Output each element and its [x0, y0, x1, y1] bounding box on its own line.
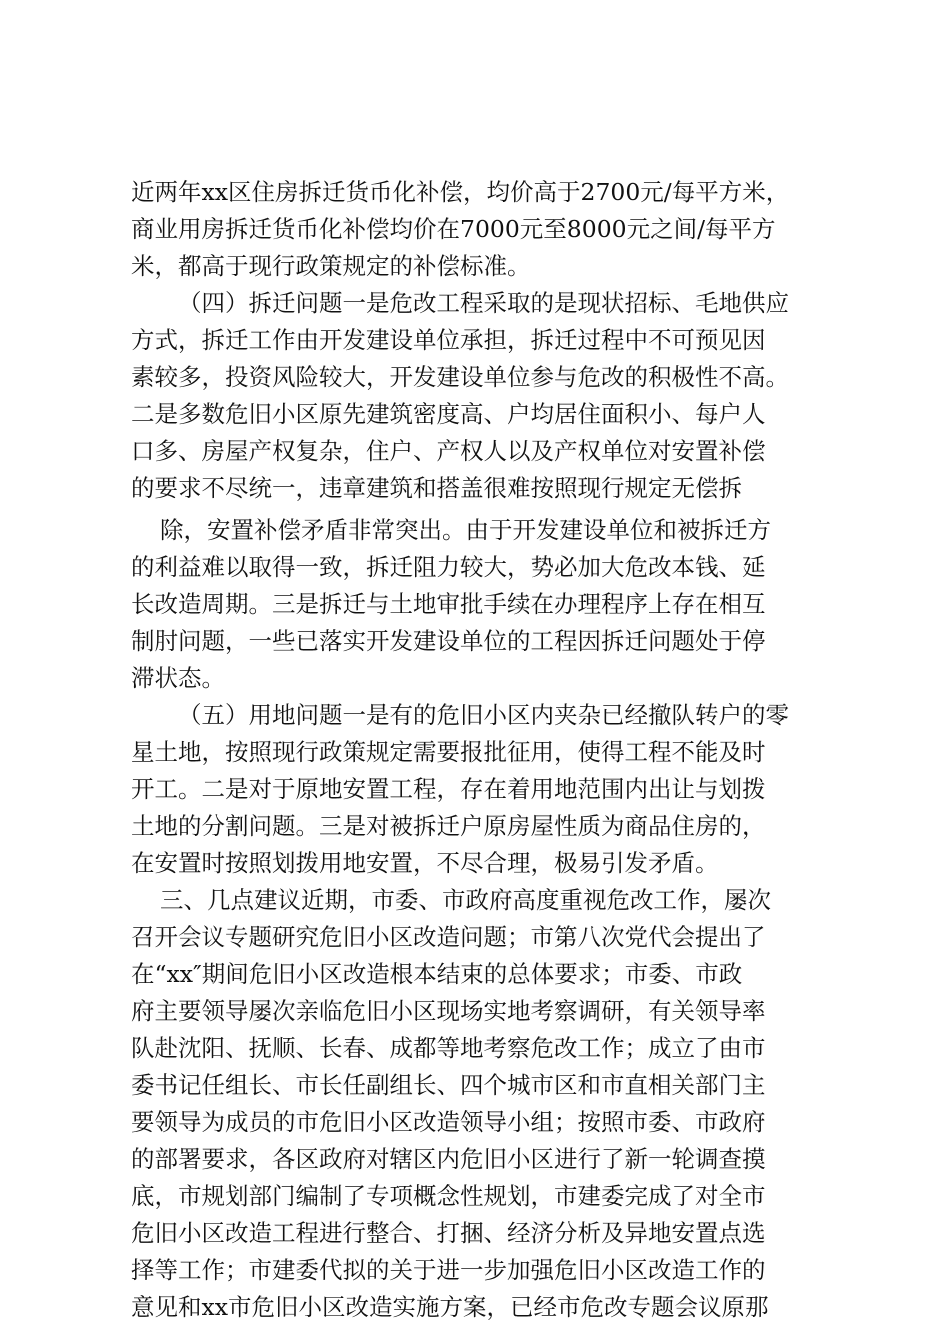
text-line: 素较多，投资风险较大，开发建设单位参与危改的积极性不高。: [131, 363, 789, 391]
text-line: 队赴沈阳、抚顺、长春、成都等地考察危改工作；成立了由市: [131, 1034, 766, 1062]
text-line: 意见和xx市危旧小区改造实施方案，已经市危改专题会议原那: [131, 1293, 769, 1321]
text-line: 二是多数危旧小区原先建筑密度高、户均居住面积小、每户人: [131, 400, 766, 428]
text-line: 长改造周期。三是拆迁与土地审批手续在办理程序上存在相互: [131, 590, 766, 618]
text-line: （五）用地问题一是有的危旧小区内夹杂已经撤队转户的零: [178, 701, 789, 729]
text-line: 开工。二是对于原地安置工程，存在着用地范围内出让与划拨: [131, 775, 766, 803]
text-line: 米，都高于现行政策规定的补偿标准。: [131, 252, 531, 280]
text-line: 制肘问题，一些已落实开发建设单位的工程因拆迁问题处于停: [131, 627, 766, 655]
text-line: 星土地，按照现行政策规定需要报批征用，使得工程不能及时: [131, 738, 766, 766]
text-line: 底，市规划部门编制了专项概念性规划，市建委完成了对全市: [131, 1182, 766, 1210]
text-line: 方式，拆迁工作由开发建设单位承担，拆迁过程中不可预见因: [131, 326, 766, 354]
text-line: 要领导为成员的市危旧小区改造领导小组；按照市委、市政府: [131, 1108, 766, 1136]
text-line: 口多、房屋产权复杂，住户、产权人以及产权单位对安置补偿: [131, 437, 766, 465]
text-line: （四）拆迁问题一是危改工程采取的是现状招标、毛地供应: [178, 289, 789, 317]
text-line: 土地的分割问题。三是对被拆迁户原房屋性质为商品住房的，: [131, 812, 766, 840]
text-line: 的利益难以取得一致，拆迁阻力较大，势必加大危改本钱、延: [131, 553, 766, 581]
text-line: 滞状态。: [131, 664, 225, 692]
text-line: 的部署要求，各区政府对辖区内危旧小区进行了新一轮调查摸: [131, 1145, 766, 1173]
text-line: 危旧小区改造工程进行整合、打捆、经济分析及异地安置点选: [131, 1219, 766, 1247]
text-line: 在安置时按照划拨用地安置，不尽合理，极易引发矛盾。: [131, 849, 719, 877]
text-line: 近两年xx区住房拆迁货币化补偿，均价高于2700元/每平方米，: [131, 178, 790, 206]
text-line: 商业用房拆迁货币化补偿均价在7000元至8000元之间/每平方: [131, 215, 776, 243]
text-line: 府主要领导屡次亲临危旧小区现场实地考察调研，有关领导率: [131, 997, 766, 1025]
text-line: 除，安置补偿矛盾非常突出。由于开发建设单位和被拆迁方: [160, 516, 771, 544]
text-line: 择等工作；市建委代拟的关于进一步加强危旧小区改造工作的: [131, 1256, 766, 1284]
text-line: 在“xx″期间危旧小区改造根本结束的总体要求；市委、市政: [131, 960, 743, 988]
text-line: 的要求不尽统一，违章建筑和搭盖很难按照现行规定无偿拆: [131, 474, 742, 502]
text-line: 委书记任组长、市长任副组长、四个城市区和市直相关部门主: [131, 1071, 766, 1099]
text-line: 三、几点建议近期，市委、市政府高度重视危改工作，屡次: [160, 886, 771, 914]
text-line: 召开会议专题研究危旧小区改造问题；市第八次党代会提出了: [131, 923, 766, 951]
